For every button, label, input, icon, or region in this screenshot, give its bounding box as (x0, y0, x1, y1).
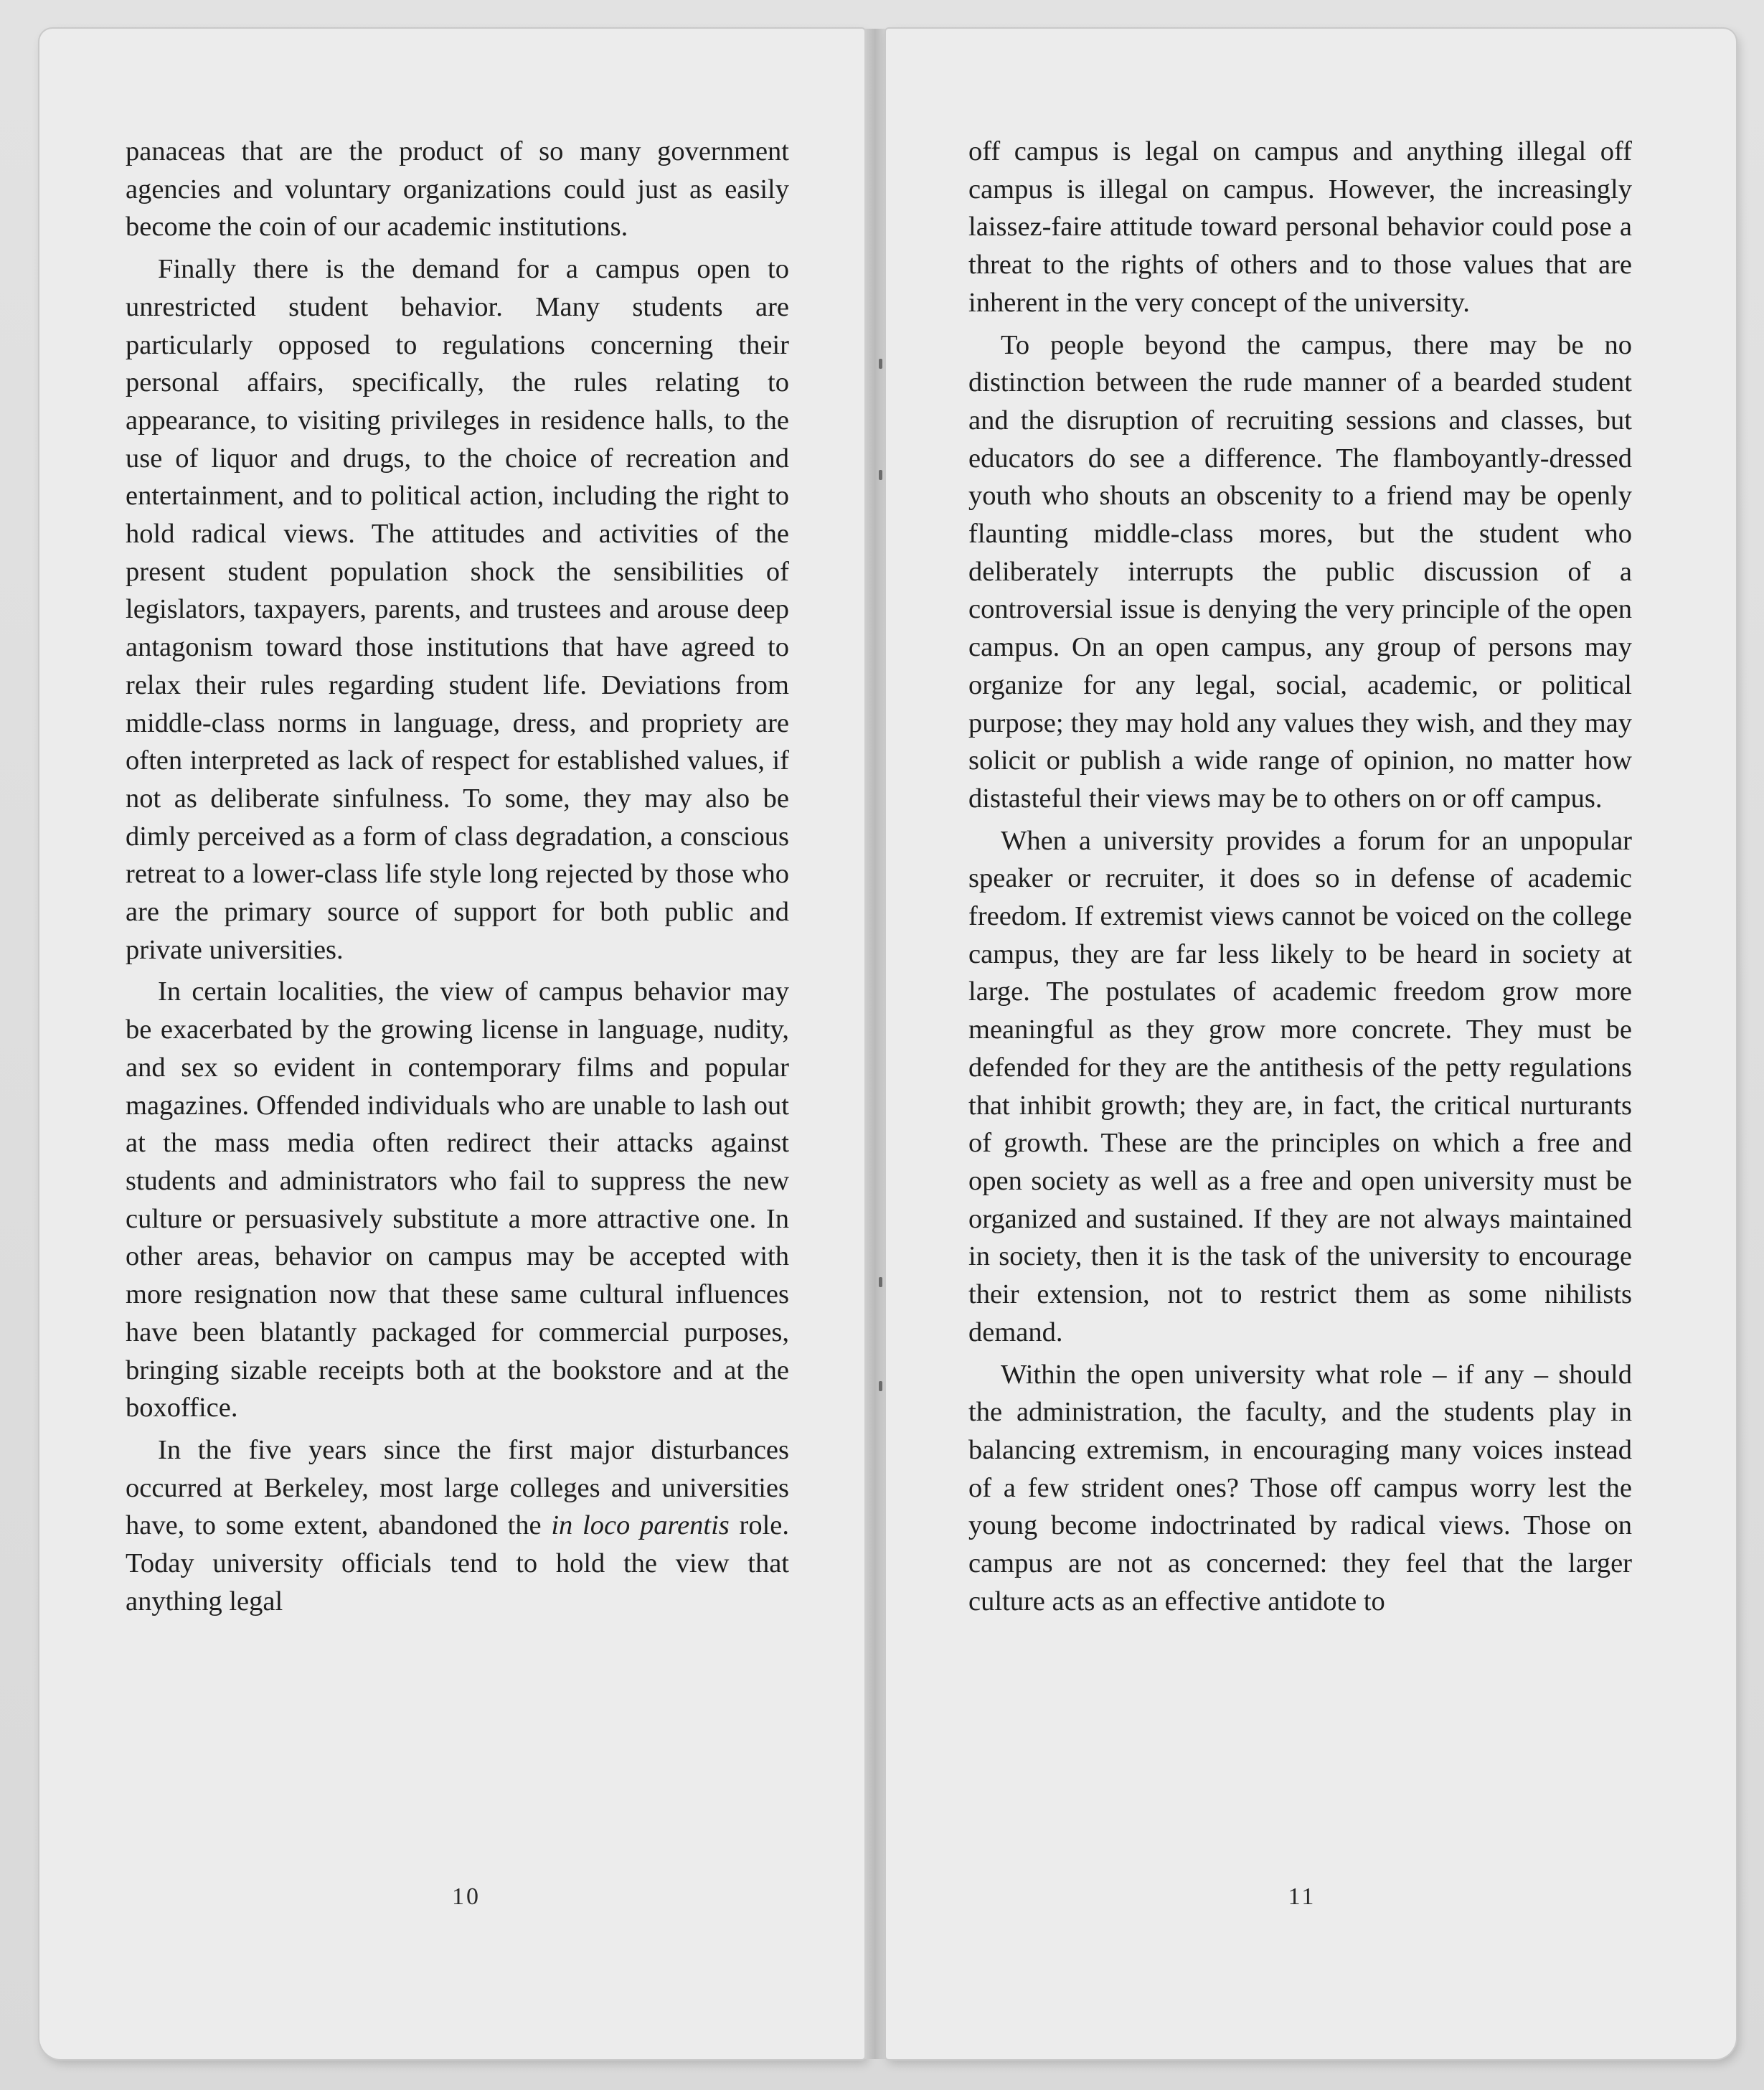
italic-phrase: in loco parentis (551, 1510, 730, 1541)
right-page (886, 29, 1736, 2059)
left-paragraph-1: panaceas that are the product of so many government agencies and voluntary organizations could just as easily become the coin of our academic institutions. (126, 136, 789, 243)
left-paragraph-4-text-a: In the five years since the first major disturbances occurred at Berkeley, most large colleges and universities have, to some extent, abandoned the (126, 1434, 789, 1541)
binding-staple-mark (879, 470, 882, 480)
binding-staple-mark (879, 1277, 882, 1287)
binding-staple-mark (879, 1381, 882, 1391)
left-paragraph-4-text-b: role. Today university officials tend to hold the view that anything legal (126, 1510, 789, 1616)
left-page-number: 10 (452, 1883, 481, 1910)
book-gutter (864, 29, 886, 2059)
left-paragraph-3: In certain localities, the view of campus behavior may be exacerbated by the growing license in language, nudity, and sex so evident in contemporary films and popular magazines. Offended individuals who are unable to lash out at the mass media often redirect their attacks against students and administrators who fail to suppress the new culture or persuasively substitute a more attractive one. In other areas, behavior on campus may be accepted with more resignation now that these same cultural influences have been blatantly packaged for commercial purposes, bringing sizable receipts both at the bookstore and at the boxoffice. (126, 976, 789, 1423)
right-page-number: 11 (1288, 1883, 1316, 1910)
left-page (39, 29, 864, 2059)
right-paragraph-3: When a university provides a forum for an unpopular speaker or recruiter, it does so in defense of academic freedom. If extremist views cannot be voiced on the college campus, they are far less likely to be heard in society at large. The postulates of academic freedom grow more meaningful as they grow more concrete. They must be defended for they are the antithesis of the petty regulations that inhibit growth; they are, in fact, the critical nurturants of growth. These are the principles on which a free and open society as well as a free and open university must be organized and sustained. If they are not always maintained in society, then it is the task of the university to encourage their extension, not to restrict them as some nihilists demand. (968, 825, 1632, 1347)
right-text-column (968, 133, 1632, 1620)
right-paragraph-2: To people beyond the campus, there may be no distinction between the rude manner of a bearded student and the disruption of recruiting sessions and classes, but educators do see a difference. The flamboyantly-dressed youth who shouts an obscenity to a friend may be openly flaunting middle-class mores, but the student who deliberately interrupts the public discussion of a controversial issue is denying the very principle of the open campus. On an open campus, any group of persons may organize for any legal, social, academic, or political purpose; they may hold any values they wish, and they may solicit or publish a wide range of opinion, no matter how distasteful their views may be to others on or off campus. (968, 329, 1632, 814)
left-paragraph-2: Finally there is the demand for a campus open to unrestricted student behavior. Many students are particularly opposed to regulations concerning their personal affairs, specifically, the rules relating to appearance, to visiting privileges in residence halls, to the use of liquor and drugs, to the choice of recreation and entertainment, and to political action, including the right to hold radical views. The attitudes and activities of the present student population shock the sensibilities of legislators, taxpayers, parents, and trustees and arouse deep antagonism toward those institutions that have agreed to relax their rules regarding student life. Deviations from middle-class norms in language, dress, and propriety are often interpreted as lack of respect for established values, if not as deliberate sinfulness. To some, they may also be dimly perceived as a form of class degradation, a conscious retreat to a lower-class life style long rejected by those who are the primary source of support for both public and private universities. (126, 254, 789, 965)
left-paragraph-4 (126, 1431, 789, 1621)
right-paragraph-4: Within the open university what role – if any – should the administration, the faculty, and the students play in balancing extremism, in encouraging many voices instead of a few strident ones? Those off campus worry lest the young become indoctrinated by radical views. Those on campus are not as concerned: they feel that the larger culture acts as an effective antidote to (968, 1359, 1632, 1616)
binding-staple-mark (879, 359, 882, 369)
right-paragraph-1: off campus is legal on campus and anything illegal off campus is illegal on campus. However, the increasingly laissez-faire attitude toward personal behavior could pose a threat to the rights of others and to those values that are inherent in the very concept of the university. (968, 136, 1632, 318)
left-text-column (126, 133, 789, 1620)
